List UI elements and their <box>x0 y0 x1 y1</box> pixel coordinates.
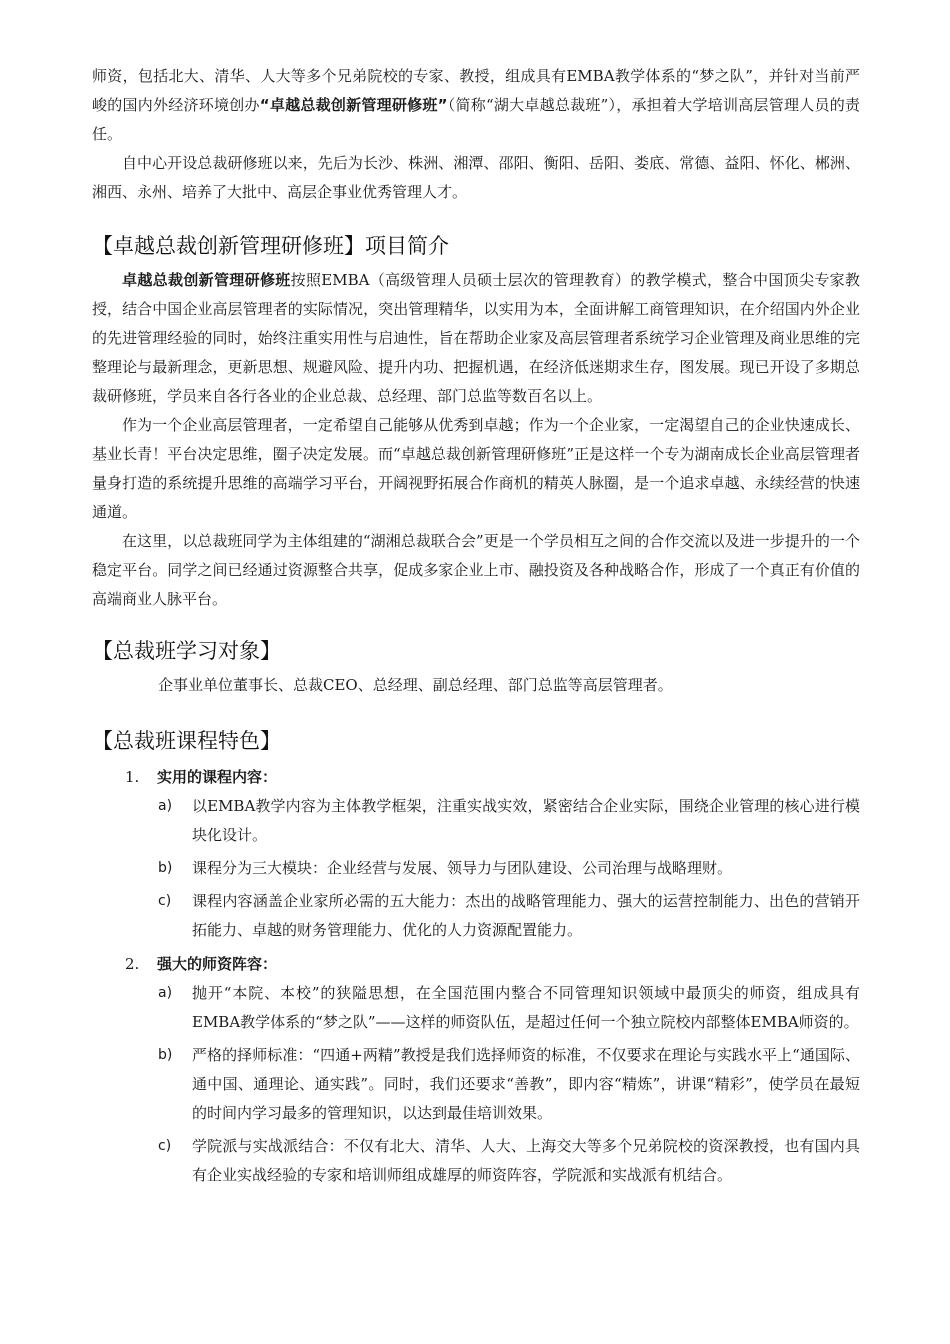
sub-list-item <box>92 1132 860 1190</box>
list-item-title: 强大的师资阵容： <box>157 955 278 973</box>
section1-program-name: 卓越总裁创新管理研修班 <box>122 271 291 289</box>
sub-list-letter: c) <box>158 1138 172 1154</box>
sub-list-text: 学院派与实战派结合：不仅有北大、清华、人大、上海交大等多个兄弟院校的资深教授，也有国内具有企业实战经验的专家和培训师组成雄厚的师资阵容，学院派和实战派有机结合。 <box>192 1137 860 1184</box>
sub-list-item <box>92 854 860 883</box>
section1-paragraph-1-text: 按照EMBA（高级管理人员硕士层次的管理教育）的教学模式，整合中国顶尖专家教授，结合中国企业高层管理者的实际情况，突出管理精华，以实用为本，全面讲解工商管理知识，在介绍国内外企业的先进管理经验的同时，始终注重实用性与启迪性，旨在帮助企业家及高层管理者系统学习企业管理及商业思维的完整理论与最新理念，更新思想、规避风险、提升内功、把握机遇，在经济低迷期求生存，图发展。现已开设了多期总裁研修班，学员来自各行各业的企业总裁、总经理、部门总监等数百名以上。 <box>92 271 860 405</box>
sub-list-item <box>92 792 860 850</box>
list-number: 1. <box>125 768 140 786</box>
sub-list-item <box>92 1041 860 1128</box>
intro-text-b: （简称“湖大卓越总裁班”），承担着大学培训高层管理人员的责任。 <box>92 96 860 143</box>
intro-paragraph-2: 自中心开设总裁研修班以来，先后为长沙、株洲、湘潭、邵阳、衡阳、岳阳、娄底、常德、益阳、怀化、郴洲、湘西、永州、培养了大批中、高层企事业优秀管理人才。 <box>92 154 860 201</box>
sub-list-text: 以EMBA教学内容为主体教学框架，注重实战实效，紧密结合企业实际，围绕企业管理的核心进行模块化设计。 <box>192 797 860 844</box>
section1-paragraph-2: 作为一个企业高层管理者，一定希望自己能够从优秀到卓越；作为一个企业家，一定渴望自己的企业快速成长、基业长青！平台决定思维，圈子决定发展。而“卓越总裁创新管理研修班”正是这样一个专为湖南成长企业高层管理者量身打造的系统提升思维的高端学习平台，开阔视野拓展合作商机的精英人脉圈，是一个追求卓越、永续经营的快速通道。 <box>92 416 860 521</box>
list-item <box>92 762 860 792</box>
sub-list-letter: b) <box>158 860 173 876</box>
sub-list-letter: a) <box>158 985 173 1001</box>
sub-list-item <box>92 887 860 945</box>
sub-list-text: 抛开“本院、本校”的狭隘思想，在全国范围内整合不同管理知识领域中最顶尖的师资，组成具有EMBA教学体系的“梦之队”——这样的师资队伍，是超过任何一个独立院校内部整体EMBA师资的。 <box>192 984 860 1031</box>
sub-list-letter: a) <box>158 798 173 814</box>
sub-list-letter: c) <box>158 893 172 909</box>
sub-list-text: 课程分为三大模块：企业经营与发展、领导力与团队建设、公司治理与战略理财。 <box>192 859 733 877</box>
sub-list-text: 严格的择师标准：“四通+两精”教授是我们选择师资的标准，不仅要求在理论与实践水平上“通国际、通中国、通理论、通实践”。同时，我们还要求“善教”，即内容“精炼”，讲课“精彩”，使学员在最短的时间内学习最多的管理知识，以达到最佳培训效果。 <box>192 1046 860 1122</box>
section-heading-intro: 【卓越总裁创新管理研修班】项目简介 <box>92 234 449 258</box>
section-heading-audience: 【总裁班学习对象】 <box>92 639 281 663</box>
features-list <box>92 762 860 1190</box>
section1-paragraph-3: 在这里，以总裁班同学为主体组建的“湖湘总裁联合会”更是一个学员相互之间的合作交流以及进一步提升的一个稳定平台。同学之间已经通过资源整合共享，促成多家企业上市、融投资及各种战略合作，形成了一个真正有价值的高端商业人脉平台。 <box>92 532 860 608</box>
list-number: 2. <box>125 955 140 973</box>
audience-text: 企事业单位董事长、总裁CEO、总经理、副总经理、部门总监等高层管理者。 <box>158 676 673 694</box>
intro-paragraph-1 <box>92 62 860 149</box>
intro-text-a: 师资，包括北大、清华、人大等多个兄弟院校的专家、教授，组成具有EMBA教学体系的“梦之队”，并针对当前严峻的国内外经济环境创办 <box>92 67 860 114</box>
sub-list-text: 课程内容涵盖企业家所必需的五大能力：杰出的战略管理能力、强大的运营控制能力、出色的营销开拓能力、卓越的财务管理能力、优化的人力资源配置能力。 <box>192 892 860 939</box>
section-heading-features: 【总裁班课程特色】 <box>92 729 281 753</box>
list-item-title: 实用的课程内容： <box>157 768 278 786</box>
sub-list-letter: b) <box>158 1047 173 1063</box>
document-page <box>92 62 860 1194</box>
list-item <box>92 949 860 979</box>
sub-list-item <box>92 979 860 1037</box>
section1-paragraph-1 <box>92 266 860 411</box>
intro-program-name: “卓越总裁创新管理研修班” <box>259 96 448 114</box>
